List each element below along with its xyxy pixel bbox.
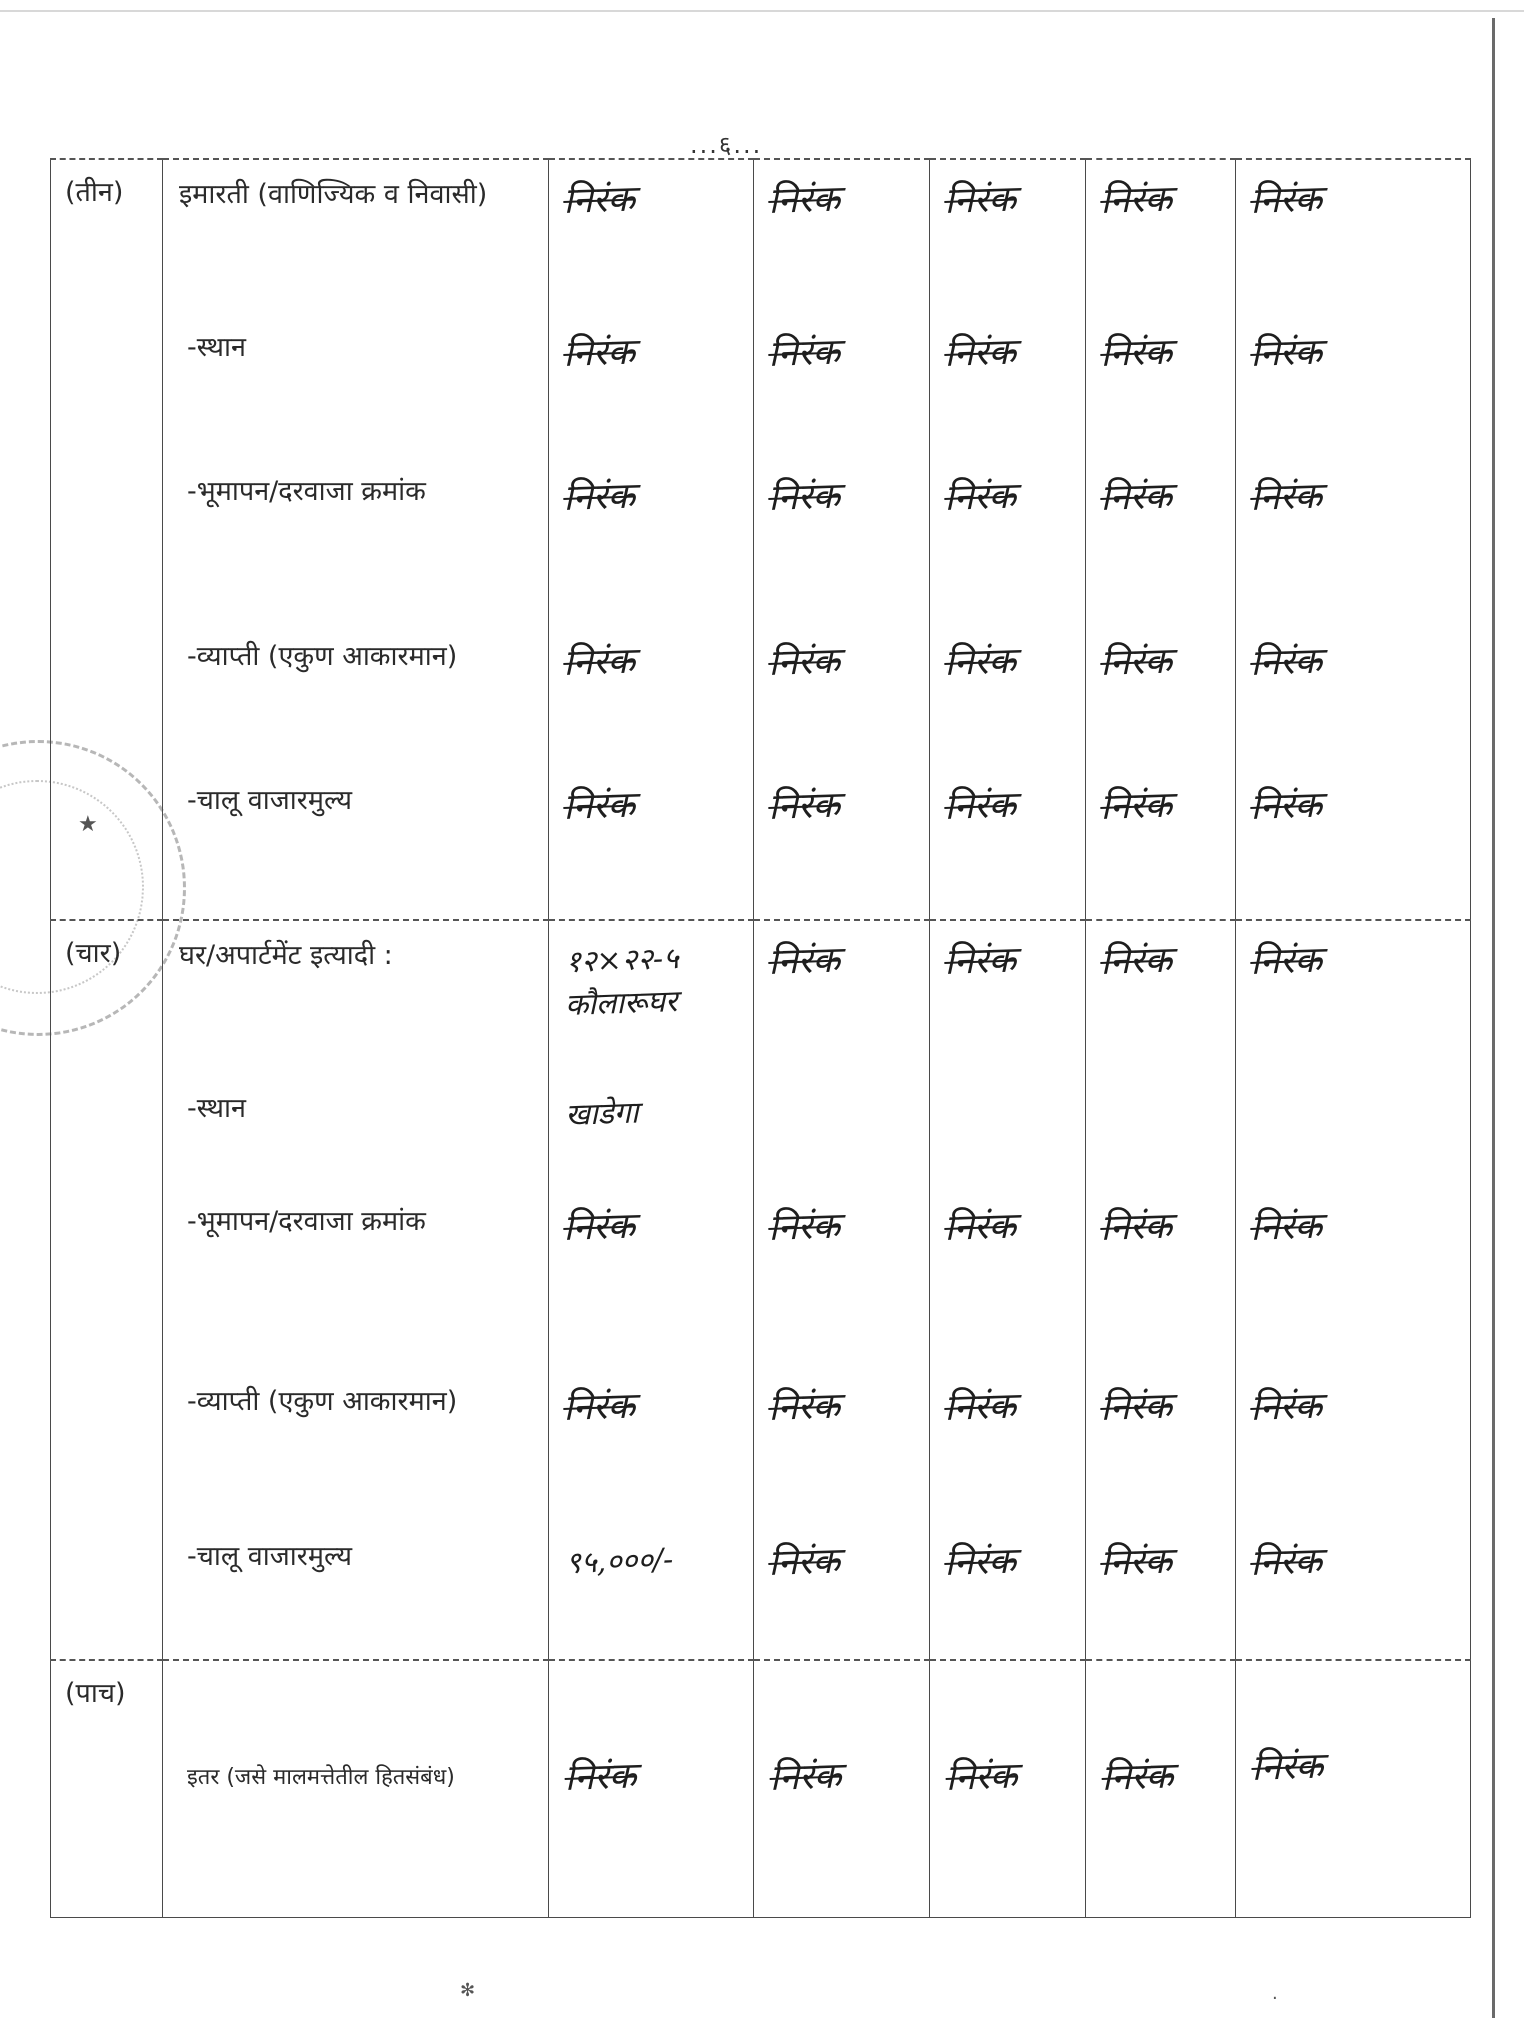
- value-cell: [1236, 1074, 1471, 1187]
- table-row: [51, 1074, 1471, 1187]
- value-cell: [754, 1074, 930, 1187]
- value-cell: [930, 1522, 1086, 1661]
- value-cell: [930, 457, 1086, 622]
- handwritten-value: निरंक: [767, 178, 841, 222]
- value-cell: [930, 622, 1086, 766]
- handwritten-value: निरंक: [767, 1205, 841, 1250]
- value-cell: [1086, 622, 1236, 766]
- value-cell: [549, 1074, 754, 1187]
- handwritten-value: निरंक: [1099, 1385, 1173, 1430]
- value-cell: [1236, 920, 1471, 1074]
- row-label: -भूमापन/दरवाजा क्रमांक: [187, 1206, 426, 1238]
- value-cell: [1236, 1660, 1471, 1917]
- value-cell: [549, 1660, 754, 1917]
- ink-dot-icon: ·: [1272, 1988, 1278, 2009]
- handwritten-value: निरंक: [767, 640, 841, 684]
- handwritten-value-extra: कौलारूघर: [564, 984, 678, 1023]
- handwritten-value: निरंक: [1249, 939, 1323, 983]
- table-row: [51, 920, 1471, 1074]
- row-label-cell: [163, 159, 549, 313]
- value-cell: [754, 920, 930, 1074]
- value-cell: [1086, 1074, 1236, 1187]
- handwritten-value: निरंक: [1099, 939, 1173, 983]
- section-number: (चार): [65, 937, 122, 969]
- value-cell: [754, 1187, 930, 1367]
- value-cell: [1086, 1187, 1236, 1367]
- handwritten-value: निरंक: [1099, 1540, 1173, 1584]
- value-cell: [930, 1660, 1086, 1917]
- value-cell: [1236, 1522, 1471, 1661]
- section-number: (तीन): [65, 177, 124, 208]
- row-label-cell: [163, 622, 549, 766]
- row-label: इमारती (वाणिज्यिक व निवासी): [179, 179, 488, 210]
- row-label: -स्थान: [187, 332, 246, 364]
- row-label-cell: [163, 766, 549, 920]
- row-label: घर/अपार्टमेंट इत्यादी :: [179, 939, 393, 971]
- table-row: [51, 457, 1471, 622]
- value-cell: [754, 313, 930, 457]
- handwritten-value: १२×२२-५: [564, 941, 680, 980]
- table-row: [51, 1660, 1471, 1917]
- handwritten-value: निरंक: [943, 1540, 1017, 1584]
- value-cell: [549, 622, 754, 766]
- handwritten-value: निरंक: [1249, 784, 1323, 828]
- table-row: [51, 1522, 1471, 1661]
- value-cell: [549, 920, 754, 1074]
- value-cell: [754, 622, 930, 766]
- handwritten-value: निरंक: [767, 331, 841, 376]
- handwritten-value: निरंक: [1249, 178, 1323, 222]
- handwritten-value: निरंक: [767, 784, 841, 828]
- row-label-cell: [163, 920, 549, 1074]
- handwritten-value: [754, 1075, 768, 1089]
- value-cell: [549, 457, 754, 622]
- table-row: [51, 313, 1471, 457]
- table-row: [51, 1187, 1471, 1367]
- section-number-cell: [51, 920, 163, 1660]
- value-cell: [1236, 766, 1471, 920]
- value-cell: [754, 1522, 930, 1661]
- value-cell: [1086, 1367, 1236, 1521]
- value-cell: [1236, 159, 1471, 313]
- value-cell: [1086, 920, 1236, 1074]
- value-cell: [930, 313, 1086, 457]
- table-row: [51, 1367, 1471, 1521]
- handwritten-value: निरंक: [1099, 1205, 1173, 1250]
- value-cell: [549, 1187, 754, 1367]
- seal-star-icon: ★: [78, 812, 98, 837]
- handwritten-value: [1086, 1075, 1100, 1089]
- handwritten-value: निरंक: [767, 1385, 841, 1430]
- handwritten-value: निरंक: [943, 331, 1017, 376]
- value-cell: [930, 766, 1086, 920]
- value-cell: [930, 1074, 1086, 1187]
- section-number: (पाच): [65, 1678, 126, 1710]
- value-cell: [1236, 1187, 1471, 1367]
- handwritten-value: निरंक: [1099, 640, 1173, 684]
- value-cell: [1086, 313, 1236, 457]
- row-label: -भूमापन/दरवाजा क्रमांक: [187, 476, 426, 508]
- value-cell: [754, 159, 930, 313]
- value-cell: [930, 920, 1086, 1074]
- ink-smudge-icon: ✻: [460, 1980, 476, 2001]
- row-label-cell: [163, 1367, 549, 1521]
- page-right-edge: [1492, 18, 1495, 2018]
- handwritten-value: निरंक: [1249, 331, 1323, 376]
- handwritten-value: निरंक: [943, 640, 1017, 684]
- handwritten-value: निरंक: [1099, 784, 1173, 828]
- handwritten-value: निरंक: [562, 178, 636, 222]
- value-cell: [549, 159, 754, 313]
- value-cell: [549, 1367, 754, 1521]
- page-top-edge: [0, 10, 1524, 12]
- value-cell: [930, 1187, 1086, 1367]
- value-cell: [754, 1660, 930, 1917]
- row-label: इतर (जसे मालमत्तेतील हितसंबंध): [187, 1765, 455, 1791]
- handwritten-value: खाडेगा: [564, 1095, 639, 1134]
- value-cell: [1236, 313, 1471, 457]
- handwritten-value: निरंक: [1249, 1385, 1323, 1430]
- row-label-cell: [163, 1187, 549, 1367]
- handwritten-value: निरंक: [943, 784, 1017, 828]
- handwritten-value: निरंक: [1100, 1755, 1175, 1800]
- section-number-cell: [51, 159, 163, 920]
- handwritten-value: निरंक: [562, 1205, 636, 1250]
- handwritten-value: निरंक: [767, 475, 841, 520]
- table-row: [51, 766, 1471, 920]
- value-cell: [549, 1522, 754, 1661]
- row-label-cell: [163, 1522, 549, 1661]
- handwritten-value: निरंक: [562, 784, 636, 828]
- row-label: -व्याप्ती (एकुण आकारमान): [187, 640, 458, 672]
- handwritten-value: निरंक: [1249, 475, 1323, 520]
- value-cell: [754, 1367, 930, 1521]
- row-label: -चालू वाजारमुल्य: [187, 784, 352, 816]
- handwritten-value: निरंक: [767, 939, 841, 983]
- row-label: -स्थान: [187, 1093, 246, 1125]
- handwritten-value: निरंक: [943, 939, 1017, 983]
- handwritten-value: निरंक: [943, 1205, 1017, 1250]
- row-label: -चालू वाजारमुल्य: [187, 1540, 352, 1572]
- value-cell: [930, 159, 1086, 313]
- value-cell: [754, 457, 930, 622]
- table-row: [51, 622, 1471, 766]
- handwritten-value: निरंक: [1099, 475, 1173, 520]
- row-label-cell: [163, 457, 549, 622]
- value-cell: [1086, 1522, 1236, 1661]
- handwritten-value: निरंक: [1250, 1745, 1324, 1790]
- section-number-cell: [51, 1660, 163, 1917]
- value-cell: [930, 1367, 1086, 1521]
- handwritten-value: ९५,०००/-: [564, 1541, 674, 1581]
- value-cell: [1086, 159, 1236, 313]
- value-cell: [1086, 1660, 1236, 1917]
- handwritten-value: [930, 1075, 944, 1089]
- handwritten-value: निरंक: [1099, 178, 1173, 222]
- value-cell: [1236, 1367, 1471, 1521]
- value-cell: [1086, 766, 1236, 920]
- handwritten-value: निरंक: [943, 475, 1017, 520]
- row-label-cell: [163, 1660, 549, 1917]
- row-label-cell: [163, 1074, 549, 1187]
- row-label: -व्याप्ती (एकुण आकारमान): [187, 1386, 458, 1418]
- table-row: [51, 159, 1471, 313]
- handwritten-value: निरंक: [562, 331, 636, 376]
- handwritten-value: [1236, 1075, 1250, 1089]
- handwritten-value: निरंक: [943, 1385, 1017, 1430]
- handwritten-value: निरंक: [944, 1755, 1019, 1800]
- handwritten-value: निरंक: [1249, 1205, 1323, 1250]
- handwritten-value: निरंक: [1249, 1540, 1323, 1584]
- handwritten-value: निरंक: [768, 1755, 843, 1800]
- handwritten-value: निरंक: [943, 178, 1017, 222]
- handwritten-value: निरंक: [562, 640, 636, 684]
- asset-declaration-table: [50, 158, 1471, 1918]
- row-label-cell: [163, 313, 549, 457]
- handwritten-value: निरंक: [767, 1540, 841, 1584]
- handwritten-value: निरंक: [1099, 331, 1173, 376]
- page-number: ...६...: [690, 131, 763, 159]
- handwritten-value: निरंक: [562, 475, 636, 520]
- value-cell: [549, 313, 754, 457]
- handwritten-value: निरंक: [563, 1755, 638, 1800]
- handwritten-value: निरंक: [562, 1385, 636, 1430]
- value-cell: [1236, 622, 1471, 766]
- value-cell: [1236, 457, 1471, 622]
- value-cell: [549, 766, 754, 920]
- value-cell: [1086, 457, 1236, 622]
- handwritten-value: निरंक: [1249, 640, 1323, 684]
- value-cell: [754, 766, 930, 920]
